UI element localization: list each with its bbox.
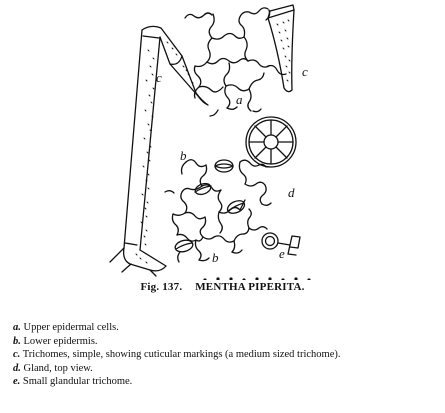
label-c-left: c (156, 70, 162, 85)
scale-tick-heads (203, 277, 310, 280)
legend-text: Gland, top view. (23, 362, 93, 374)
legend-item-b (13, 335, 341, 349)
label-b-bottom: b (212, 250, 219, 265)
figure-legend (13, 321, 341, 389)
trichome-left (110, 26, 208, 276)
stomata (174, 160, 247, 254)
trichome-right (268, 5, 294, 92)
legend-text: Small glandular trichome. (22, 376, 133, 388)
legend-item-d (13, 362, 341, 376)
label-d: d (288, 185, 295, 200)
legend-letter: d. (13, 362, 21, 374)
legend-letter: e. (13, 376, 21, 388)
label-a: a (236, 92, 243, 107)
gland-top-view (246, 117, 296, 167)
legend-letter: a. (13, 322, 21, 333)
label-e: e (279, 246, 285, 261)
legend-letter: c. (13, 349, 21, 361)
label-b-left: b (180, 148, 187, 163)
figure-title: MENTHA PIPERITA. (195, 281, 305, 293)
legend-text: Upper epidermal cells. (23, 322, 119, 333)
legend-text: Lower epidermis. (23, 335, 98, 347)
legend-item-e (13, 375, 341, 389)
legend-letter: b. (13, 335, 21, 347)
legend-text: Trichomes, simple, showing cuticular markings (a medium sized trichome). (22, 349, 341, 361)
legend-item-a (13, 321, 341, 335)
legend-item-c (13, 348, 341, 362)
figure-caption (0, 281, 445, 293)
figure-number: Fig. 137. (140, 281, 183, 293)
label-c-right: c (302, 64, 308, 79)
